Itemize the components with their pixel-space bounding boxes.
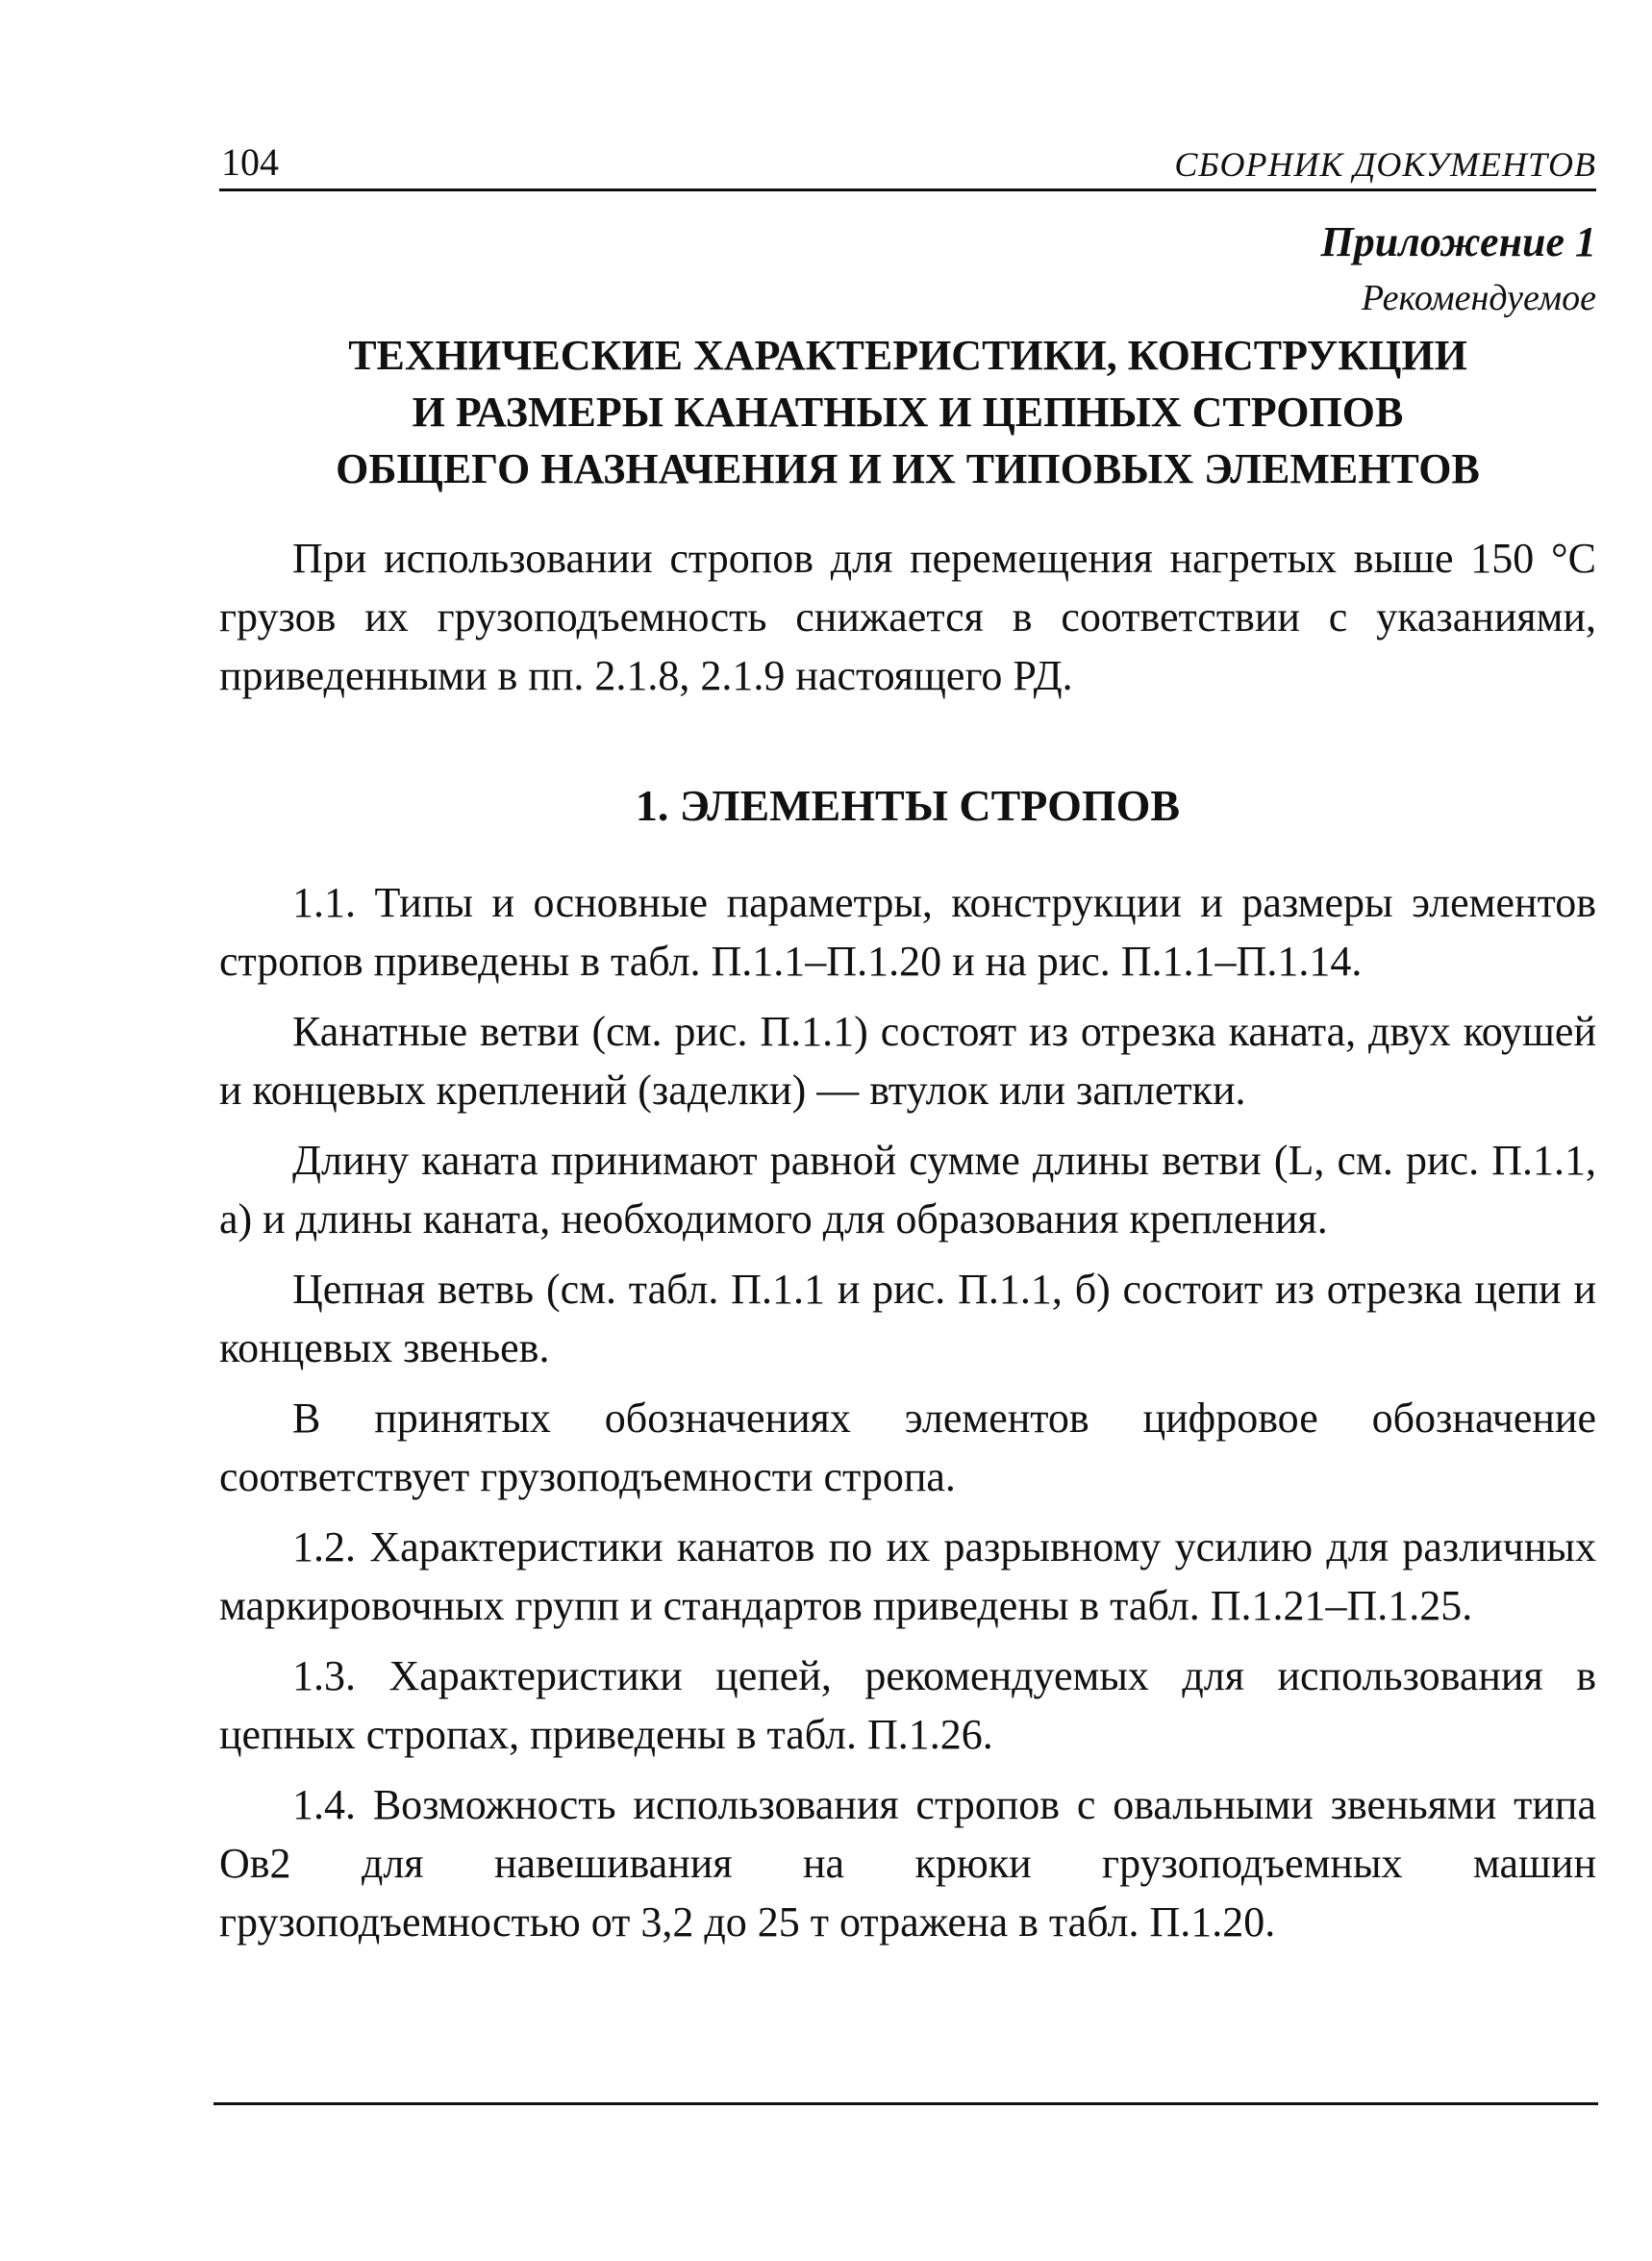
section-heading: 1. ЭЛЕМЕНТЫ СТРОПОВ bbox=[635, 781, 1181, 830]
footer-divider bbox=[213, 2102, 1598, 2105]
appendix-block bbox=[1321, 214, 1596, 325]
paragraph-1-2: 1.2. Характеристики канатов по их разрывному усилию для различных маркировочных групп и стандартов приведены в табл. П.1.21–П.1.25. bbox=[219, 1523, 1596, 1629]
section-body bbox=[219, 873, 1596, 1963]
paragraph-designations: В принятых обозначениях элементов цифровое обозначение соответствует грузоподъемности стропа. bbox=[219, 1394, 1596, 1500]
paragraph-1-4: 1.4. Возможность использования стропов с овальными звеньями типа Ов2 для навешивания на крюки грузоподъемных машин грузоподъемностью от 3,2 до 25 т отражена в табл. П.1.20. bbox=[219, 1781, 1596, 1946]
document-title bbox=[219, 327, 1596, 497]
appendix-status: Рекомендуемое bbox=[1361, 278, 1596, 318]
appendix-label: Приложение 1 bbox=[1320, 218, 1596, 265]
title-line: И РАЗМЕРЫ КАНАТНЫХ И ЦЕПНЫХ СТРОПОВ bbox=[412, 389, 1404, 436]
paragraph-1-3: 1.3. Характеристики цепей, рекомендуемых для использования в цепных стропах, приведены в табл. П.1.26. bbox=[219, 1652, 1596, 1758]
paragraph-1-1: 1.1. Типы и основные параметры, конструкции и размеры элементов стропов приведены в табл. П.1.1–П.1.20 и на рис. П.1.1–П.1.14. bbox=[219, 879, 1596, 985]
paragraph-chain-branch: Цепная ветвь (см. табл. П.1.1 и рис. П.1.1, б) состоит из отрезка цепи и концевых звеньев. bbox=[219, 1266, 1596, 1371]
intro-block bbox=[219, 529, 1596, 716]
title-line: ТЕХНИЧЕСКИЕ ХАРАКТЕРИСТИКИ, КОНСТРУКЦИИ bbox=[348, 332, 1467, 379]
title-line: ОБЩЕГО НАЗНАЧЕНИЯ И ИХ ТИПОВЫХ ЭЛЕМЕНТОВ bbox=[336, 445, 1480, 492]
paragraph-rope-length: Длину каната принимают равной сумме длины ветви (L, см. рис. П.1.1, а) и длины каната, необходимого для образования крепления. bbox=[219, 1137, 1596, 1243]
page-header bbox=[219, 135, 1596, 191]
paragraph-rope-branches: Канатные ветви (см. рис. П.1.1) состоят из отрезка каната, двух коушей и концевых креплений (заделки) — втулок или заплетки. bbox=[219, 1008, 1596, 1114]
intro-paragraph: При использовании стропов для перемещения нагретых выше 150 °С грузов их грузоподъемность снижается в соответствии с указаниями, приведенными в пп. 2.1.8, 2.1.9 настоящего РД. bbox=[219, 535, 1596, 699]
running-head: СБОРНИК ДОКУМЕНТОВ bbox=[1174, 145, 1596, 184]
page-number: 104 bbox=[221, 140, 279, 184]
